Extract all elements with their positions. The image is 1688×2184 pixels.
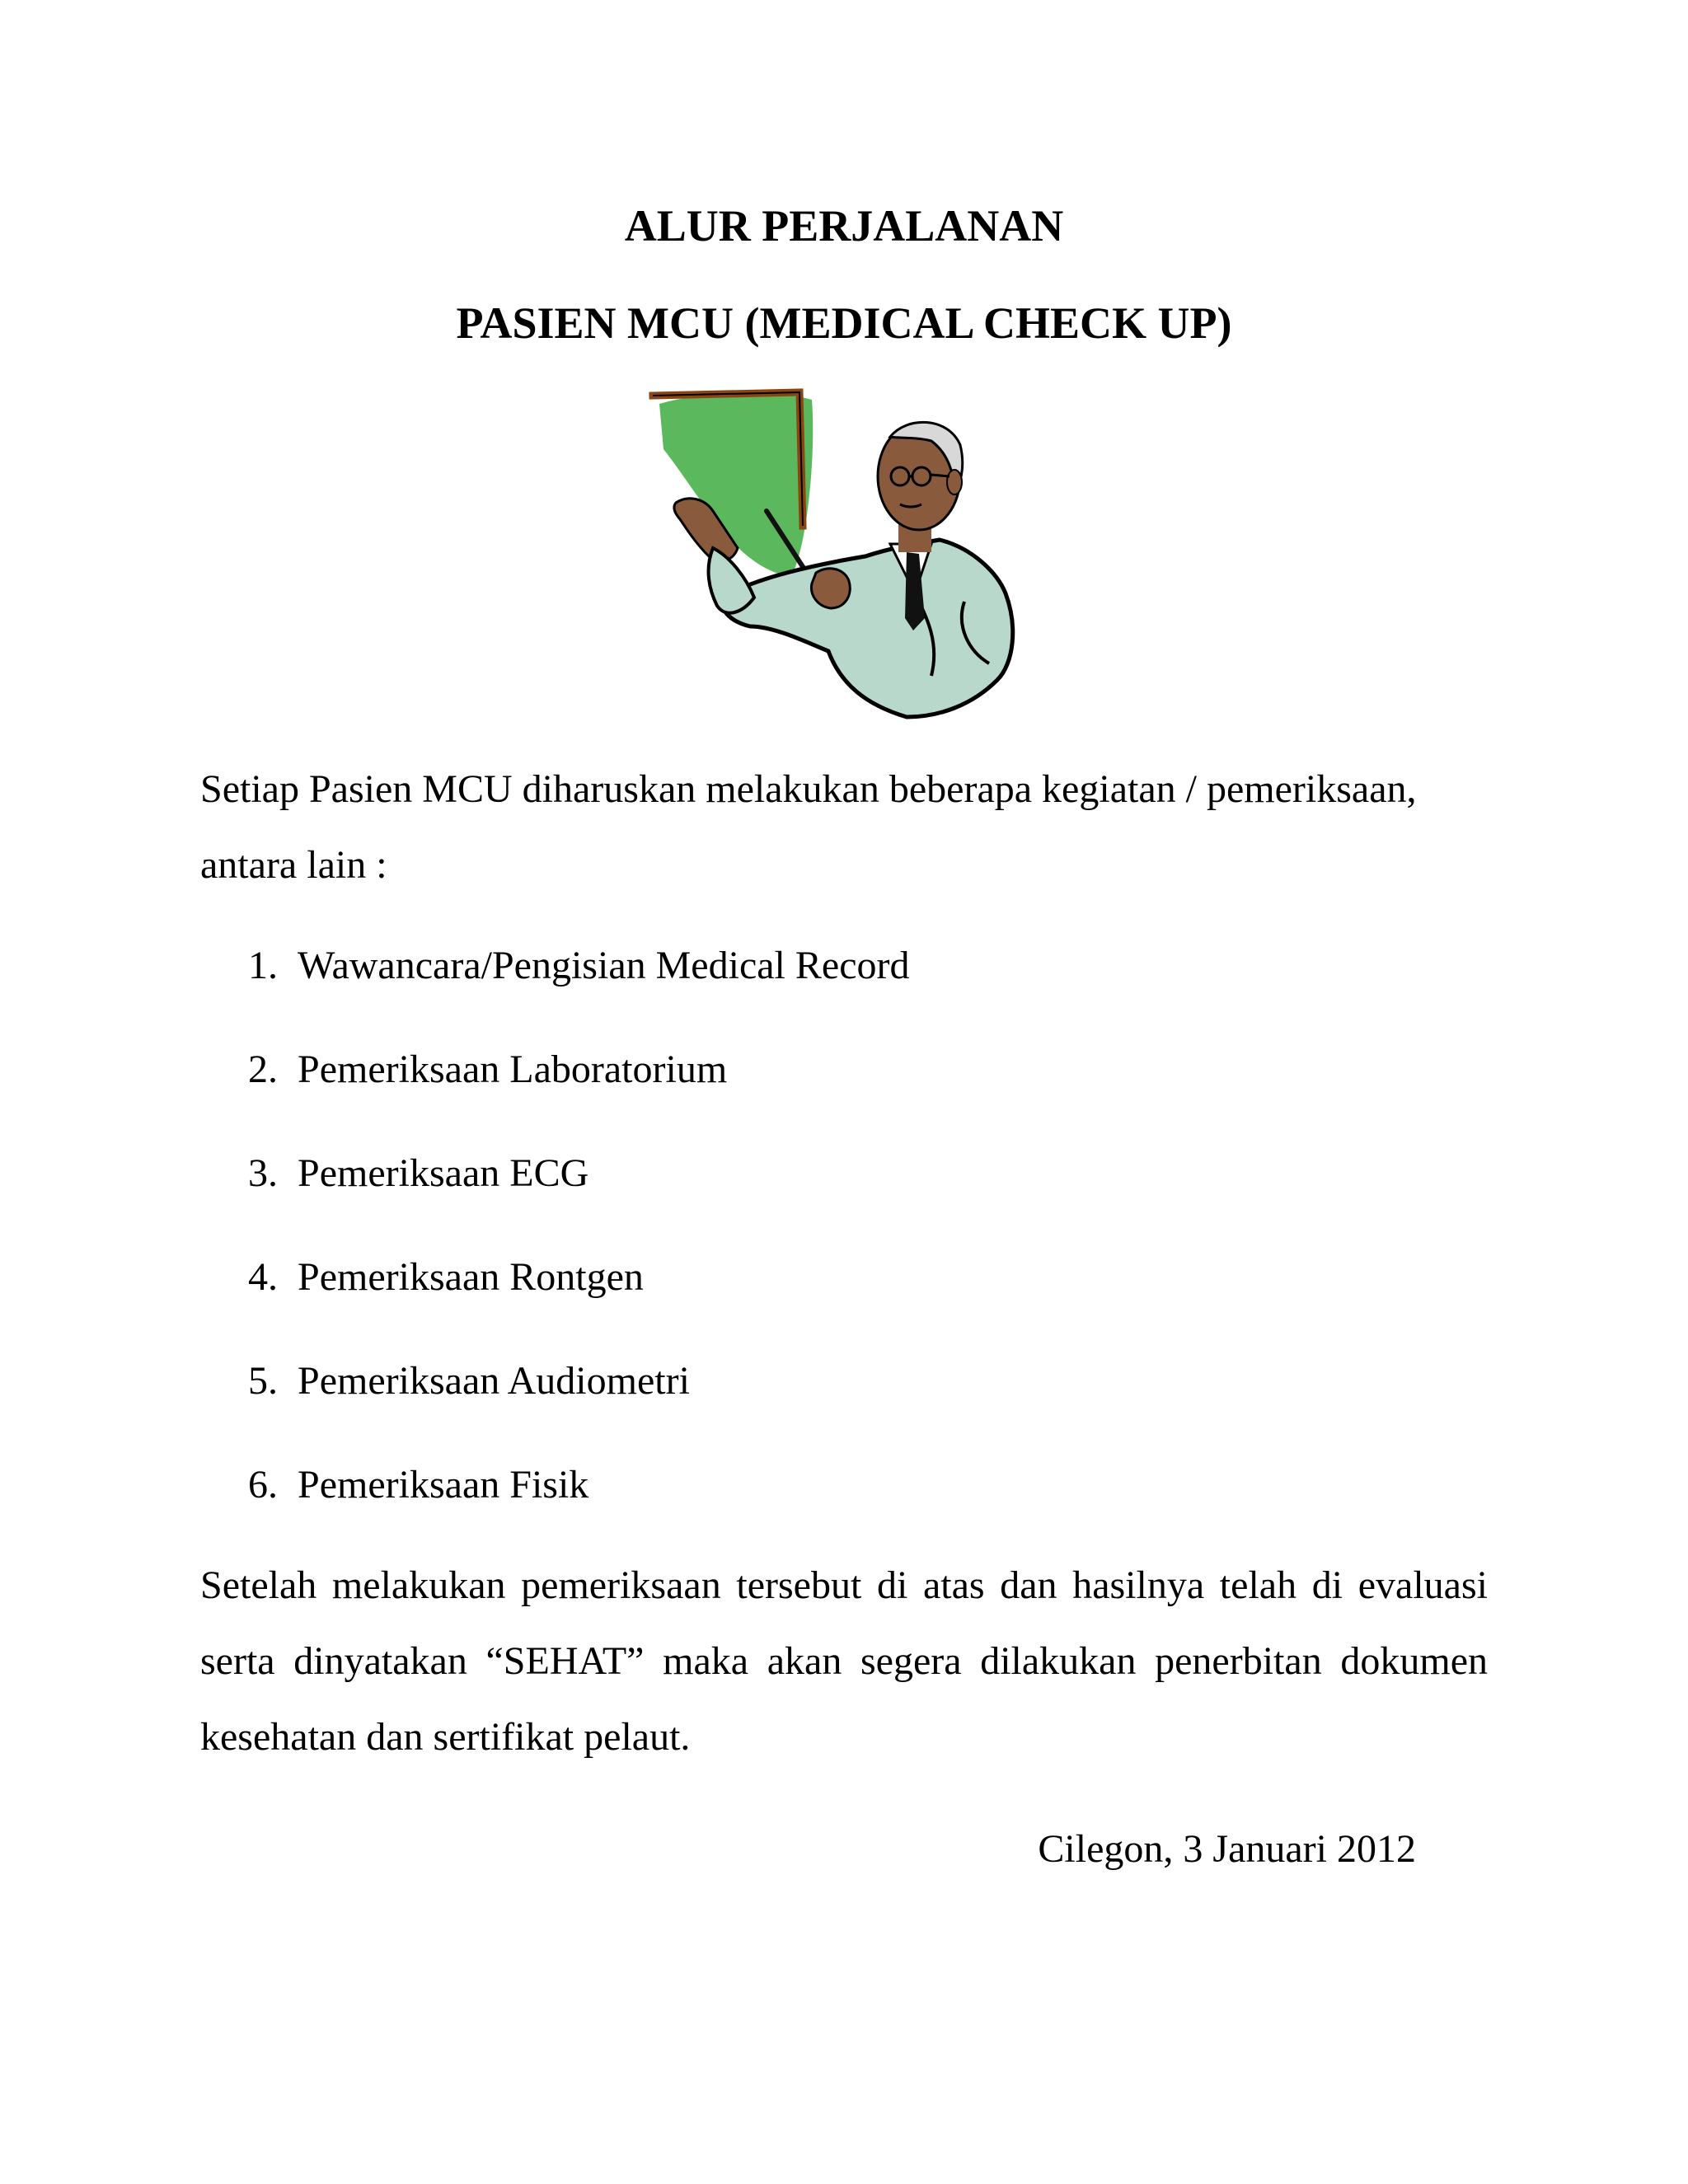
list-item (200, 1452, 1437, 1556)
step-number: 4. (248, 1255, 278, 1299)
list-item (200, 1244, 1437, 1348)
closing-paragraph: Setelah melakukan pemeriksaan tersebut di atas dan hasilnya telah di evaluasi serta dinyatakan “SEHAT” maka akan segera dilakukan penerbitan dokumen kesehatan dan sertifikat pelaut. (200, 1563, 1488, 1759)
step-number: 5. (248, 1359, 278, 1403)
step-text: Pemeriksaan ECG (298, 1151, 589, 1195)
step-text: Pemeriksaan Audiometri (298, 1359, 690, 1403)
list-item (200, 933, 1437, 1037)
step-text: Pemeriksaan Fisik (298, 1463, 589, 1507)
step-text: Pemeriksaan Rontgen (298, 1255, 644, 1299)
step-number: 1. (248, 944, 278, 987)
intro-paragraph: Setiap Pasien MCU diharuskan melakukan beberapa kegiatan / pemeriksaan, antara lain : (200, 767, 1417, 887)
step-text: Pemeriksaan Laboratorium (298, 1047, 728, 1091)
place-date: Cilegon, 3 Januari 2012 (1038, 1827, 1416, 1871)
examination-steps-list (200, 933, 1437, 1556)
title-line-2: PASIEN MCU (MEDICAL CHECK UP) (456, 298, 1232, 348)
step-number: 3. (248, 1151, 278, 1195)
step-text: Wawancara/Pengisian Medical Record (298, 944, 910, 987)
list-item (200, 1037, 1437, 1141)
list-item (200, 1141, 1437, 1244)
step-number: 2. (248, 1047, 278, 1091)
list-item (200, 1348, 1437, 1452)
doctor-presenting-icon (643, 379, 1055, 725)
title-line-1: ALUR PERJALANAN (624, 201, 1064, 251)
step-number: 6. (248, 1463, 278, 1507)
